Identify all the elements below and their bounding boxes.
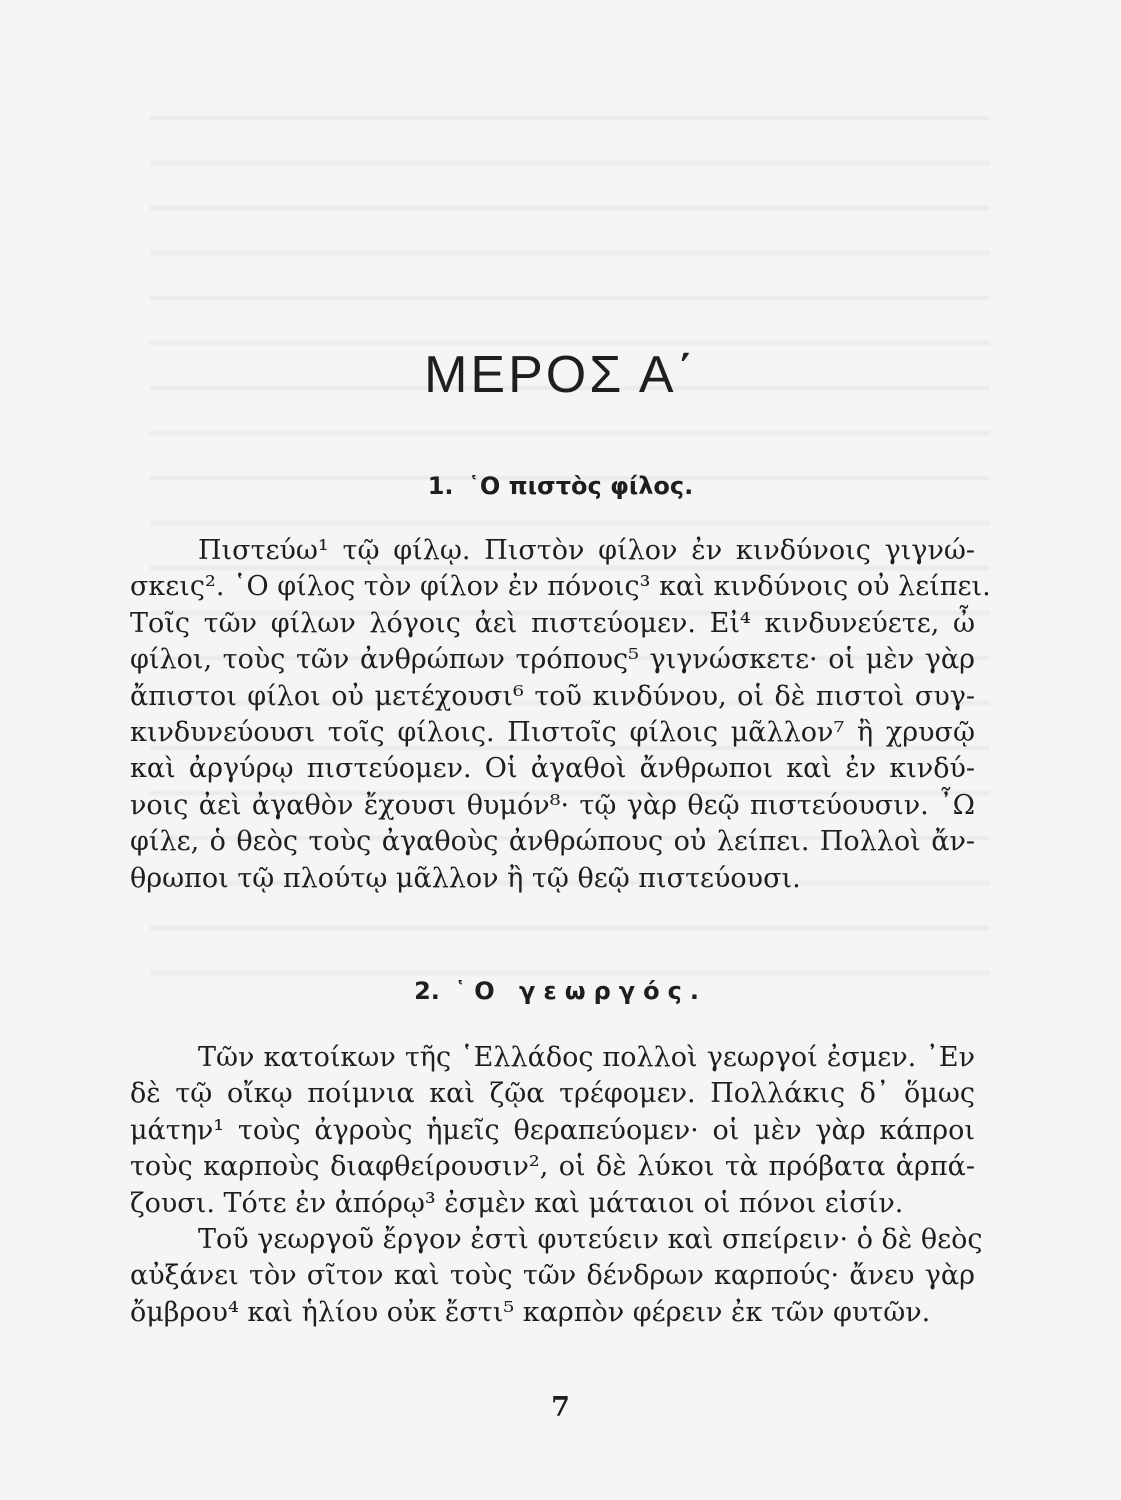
text-line: νοις ἀεὶ ἀγαθὸν ἔχουσι θυμόν⁸· τῷ γὰρ θεῷ πιστεύουσιν. ῏Ω	[130, 789, 975, 821]
text-line: καὶ ἀργύρῳ πιστεύομεν. Οἱ ἀγαθοὶ ἄνθρωποι καὶ ἐν κινδύ-	[130, 753, 975, 785]
text-line: Πιστεύω¹ τῷ φίλῳ. Πιστὸν φίλον ἐν κινδύνοις γιγνώ-	[198, 535, 975, 566]
section-number: 1.	[427, 472, 454, 500]
text-line: μάτην¹ τοὺς ἀγροὺς ἡμεῖς θεραπεύομεν· οἱ μὲν γὰρ κάπροι	[130, 1114, 975, 1146]
text-line: ζουσι. Τότε ἐν ἀπόρῳ³ ἐσμὲν καὶ μάταιοι οἱ πόνοι εἰσίν.	[130, 1187, 904, 1219]
text-line: ἄπιστοι φίλοι οὐ μετέχουσι⁶ τοῦ κινδύνου, οἱ δὲ πιστοὶ συγ-	[130, 680, 975, 712]
text-line: φίλε, ὁ θεὸς τοὺς ἀγαθοὺς ἀνθρώπους οὐ λείπει. Πολλοὶ ἄν-	[130, 826, 975, 858]
text-line: θρωποι τῷ πλούτῳ μᾶλλον ἢ τῷ θεῷ πιστεύουσι.	[130, 862, 801, 894]
text-line: Τοῦ γεωργοῦ ἔργον ἐστὶ φυτεύειν καὶ σπείρειν· ὁ δὲ θεὸς	[198, 1223, 983, 1255]
text-line: δὲ τῷ οἴκῳ ποίμνια καὶ ζῷα τρέφομεν. Πολλάκις δ᾿ ὅμως	[130, 1078, 975, 1110]
section-title: ῾Ο πιστὸς φίλος.	[467, 472, 694, 500]
section-heading-2	[0, 977, 1121, 1005]
section-2-text	[130, 1040, 983, 1331]
text-line: Τοῖς τῶν φίλων λόγοις ἀεὶ πιστεύομεν. Εἰ⁴ κινδυνεύετε, ὦ	[130, 607, 975, 639]
text-line: κινδυνεύουσι τοῖς φίλοις. Πιστοῖς φίλοις μᾶλλον⁷ ἢ χρυσῷ	[130, 716, 975, 748]
section-heading-1	[0, 472, 1121, 500]
text-line: αὐξάνει τὸν σῖτον καὶ τοὺς τῶν δένδρων καρπούς· ἄνευ γὰρ	[130, 1260, 975, 1292]
section-number: 2.	[414, 977, 440, 1005]
text-line: ὄμβρου⁴ καὶ ἡλίου οὐκ ἔστι⁵ καρπὸν φέρειν ἐκ τῶν φυτῶν.	[130, 1296, 931, 1328]
text-line: σκεις². ῾Ο φίλος τὸν φίλον ἐν πόνοις³ καὶ κινδύνοις οὐ λείπει.	[130, 571, 991, 603]
page-number: 7	[551, 1392, 570, 1423]
text-line: φίλοι, τοὺς τῶν ἀνθρώπων τρόπους⁵ γιγνώσκετε· οἱ μὲν γὰρ	[130, 644, 975, 676]
part-title: ΜΕΡΟΣ Α΄	[424, 346, 697, 404]
text-line: τοὺς καρποὺς διαφθείρουσιν², οἱ δὲ λύκοι τὰ πρόβατα ἁρπά-	[130, 1151, 975, 1183]
text-line: Τῶν κατοίκων τῆς ῾Ελλάδος πολλοὶ γεωργοί ἐσμεν. ᾿Εν	[198, 1042, 975, 1073]
section-title: ῾Ο γεωργός.	[454, 977, 707, 1005]
section-1-text	[130, 533, 991, 897]
